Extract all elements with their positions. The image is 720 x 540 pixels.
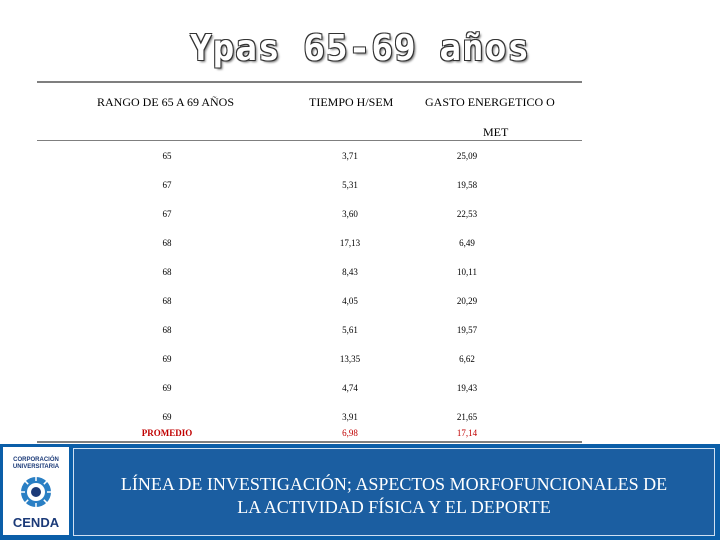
row-age: 67: [162, 209, 172, 219]
logo-emblem-icon: [19, 475, 53, 509]
row-tiempo: 3,60: [342, 209, 358, 219]
table-bottom-rule: [37, 441, 582, 443]
row-tiempo: 4,05: [342, 296, 358, 306]
logo-name: CENDA: [12, 515, 60, 530]
row-age: 67: [162, 180, 172, 190]
row-gasto: 19,58: [456, 180, 478, 190]
row-gasto: 19,57: [456, 325, 478, 335]
promedio-tiempo: 6,98: [342, 428, 358, 438]
row-tiempo: 8,43: [342, 267, 358, 277]
promedio-label: PROMEDIO: [141, 428, 193, 438]
row-tiempo: 13,35: [339, 354, 361, 364]
row-tiempo: 5,31: [342, 180, 358, 190]
header-met: MET: [483, 125, 509, 139]
table-top-rule: [37, 81, 582, 83]
row-age: 69: [162, 383, 172, 393]
row-gasto: 19,43: [456, 383, 478, 393]
header-tiempo: TIEMPO H/SEM: [309, 95, 394, 109]
header-rule: [37, 140, 582, 141]
row-gasto: 10,11: [457, 267, 477, 277]
row-tiempo: 3,71: [342, 151, 358, 161]
footer-band: [0, 444, 720, 540]
footer-text-box: [73, 448, 715, 536]
row-gasto: 20,29: [456, 296, 478, 306]
row-gasto: 22,53: [456, 209, 478, 219]
row-age: 68: [162, 325, 172, 335]
row-age: 68: [162, 238, 172, 248]
row-age: 69: [162, 412, 172, 422]
header-rango: RANGO DE 65 A 69 AÑOS: [97, 95, 235, 109]
footer-caption: LÍNEA DE INVESTIGACIÓN; ASPECTOS MORFOFUNCIONALES DE LA ACTIVIDAD FÍSICA Y EL DEPORTE: [120, 474, 668, 517]
row-tiempo: 5,61: [342, 325, 358, 335]
slide-title: Ypas 65-69 años: [189, 28, 531, 69]
row-tiempo: 3,91: [342, 412, 358, 422]
row-gasto: 21,65: [456, 412, 478, 422]
row-gasto: 25,09: [456, 151, 478, 161]
row-age: 68: [162, 267, 172, 277]
row-tiempo: 4,74: [342, 383, 358, 393]
cenda-logo: [3, 447, 69, 535]
header-gasto: GASTO ENERGETICO O: [425, 95, 555, 109]
row-age: 68: [162, 296, 172, 306]
row-gasto: 6,62: [459, 354, 475, 364]
row-gasto: 6,49: [459, 238, 475, 248]
row-age: 65: [162, 151, 172, 161]
row-age: 69: [162, 354, 172, 364]
logo-caption: CORPORACIÓN UNIVERSITARIA: [12, 457, 60, 470]
promedio-gasto: 17,14: [456, 428, 478, 438]
row-tiempo: 17,13: [339, 238, 361, 248]
